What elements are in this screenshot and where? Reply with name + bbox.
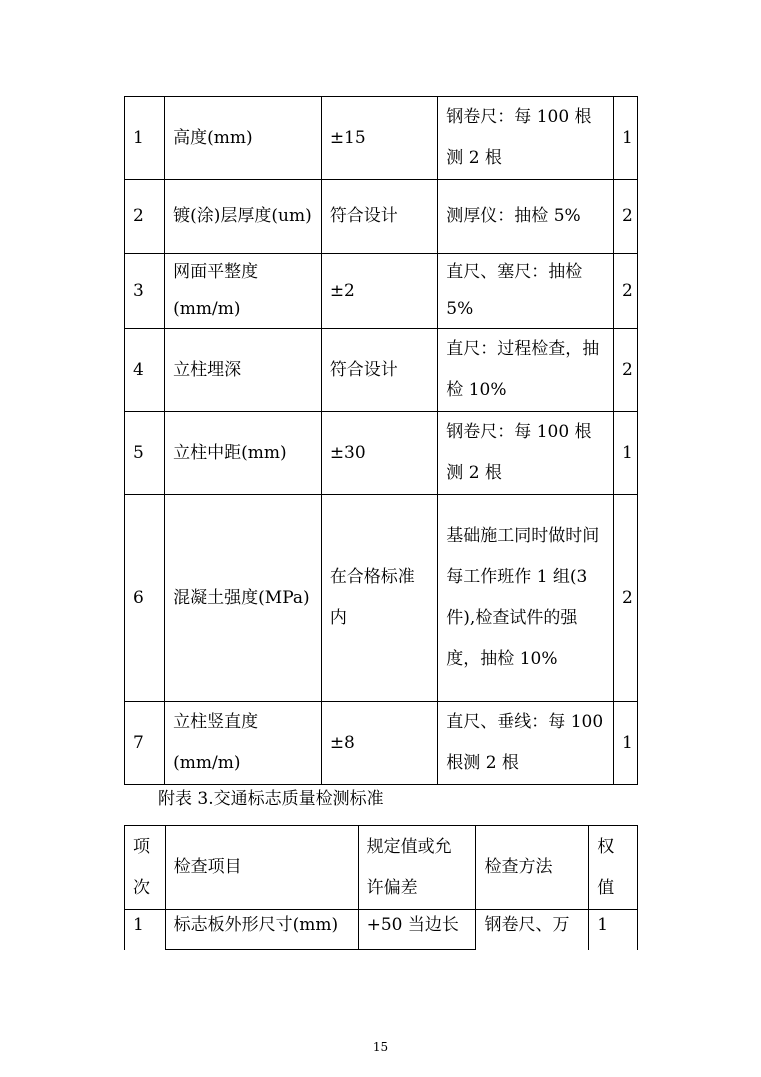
row-tolerance: ±8 xyxy=(321,702,437,785)
row-weight: 1 xyxy=(614,97,638,180)
row-weight: 2 xyxy=(614,495,638,702)
row-method: 基础施工同时做时间每工作班作 1 组(3 件),检查试件的强度，抽检 10% xyxy=(438,495,614,702)
row-weight: 1 xyxy=(614,412,638,495)
row-tolerance: +50 当边长 xyxy=(358,910,476,950)
table-row xyxy=(125,495,638,702)
table-caption: 附表 3.交通标志质量检测标准 xyxy=(158,789,384,809)
row-weight: 1 xyxy=(614,702,638,785)
row-item: 立柱中距(mm) xyxy=(165,412,322,495)
row-no: 3 xyxy=(125,254,165,329)
quality-table-2 xyxy=(124,825,638,950)
row-tolerance: ±30 xyxy=(321,412,437,495)
row-method: 直尺、塞尺：抽检 5% xyxy=(438,254,614,329)
row-tolerance: 符合设计 xyxy=(321,180,437,254)
quality-table-1 xyxy=(124,96,638,785)
row-no: 5 xyxy=(125,412,165,495)
row-item: 高度(mm) xyxy=(165,97,322,180)
page-number: 15 xyxy=(372,1040,389,1054)
row-item: 混凝土强度(MPa) xyxy=(165,495,322,702)
row-no: 2 xyxy=(125,180,165,254)
row-method: 测厚仪：抽检 5% xyxy=(438,180,614,254)
header-weight: 权值 xyxy=(589,826,638,910)
table-row xyxy=(125,254,638,329)
row-item: 标志板外形尺寸(mm) xyxy=(165,910,358,950)
row-method: 直尺：过程检查，抽检 10% xyxy=(438,329,614,412)
row-item: 网面平整度(mm/m) xyxy=(165,254,322,329)
header-item: 检查项目 xyxy=(165,826,358,910)
row-method: 钢卷尺：每 100 根测 2 根 xyxy=(438,412,614,495)
table-row xyxy=(125,910,638,950)
row-tolerance: 符合设计 xyxy=(321,329,437,412)
row-weight: 2 xyxy=(614,180,638,254)
header-method: 检查方法 xyxy=(476,826,589,910)
row-item: 镀(涂)层厚度(um) xyxy=(165,180,322,254)
table-row xyxy=(125,329,638,412)
row-no: 7 xyxy=(125,702,165,785)
row-tolerance: 在合格标准内 xyxy=(321,495,437,702)
row-item: 立柱竖直度(mm/m) xyxy=(165,702,322,785)
table-header-row xyxy=(125,826,638,910)
row-method: 钢卷尺：每 100 根测 2 根 xyxy=(438,97,614,180)
row-no: 1 xyxy=(125,910,166,950)
row-item: 立柱埋深 xyxy=(165,329,322,412)
row-weight: 2 xyxy=(614,329,638,412)
row-no: 6 xyxy=(125,495,165,702)
row-method: 钢卷尺、万 xyxy=(476,910,589,950)
table-row xyxy=(125,97,638,180)
row-weight: 1 xyxy=(589,910,638,950)
row-no: 4 xyxy=(125,329,165,412)
row-tolerance: ±15 xyxy=(321,97,437,180)
header-tolerance: 规定值或允许偏差 xyxy=(358,826,476,910)
table-row xyxy=(125,180,638,254)
table-row xyxy=(125,412,638,495)
row-method: 直尺、垂线：每 100 根测 2 根 xyxy=(438,702,614,785)
row-weight: 2 xyxy=(614,254,638,329)
header-no: 项次 xyxy=(125,826,166,910)
table-row xyxy=(125,702,638,785)
row-no: 1 xyxy=(125,97,165,180)
row-tolerance: ±2 xyxy=(321,254,437,329)
